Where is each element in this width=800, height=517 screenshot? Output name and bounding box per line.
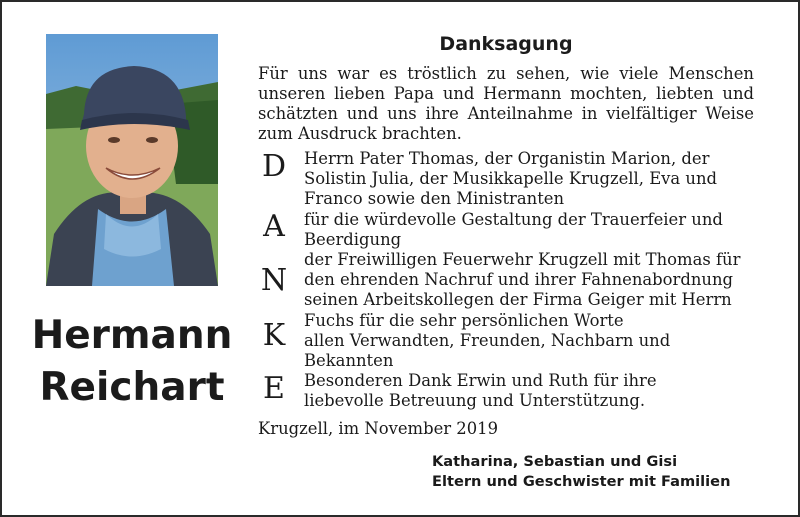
- danke-line: Beerdigung: [304, 229, 402, 249]
- portrait-photo: [46, 34, 218, 286]
- intro-text: Für uns war es tröstlich zu sehen, wie viele Menschen unseren lieben Papa und Hermann mochten, liebten und schätzten und uns ihre Anteilnahme in vielfältiger Weise zum Ausdruck brachten.: [258, 64, 754, 143]
- last-name: Reichart: [39, 365, 225, 410]
- signers-line-2: Eltern und Geschwister mit Familien: [432, 473, 731, 490]
- portrait-icon: [46, 34, 218, 286]
- signers-line-1: Katharina, Sebastian und Gisi: [432, 453, 678, 470]
- danke-letter-d: D: [261, 149, 287, 184]
- danke-line: Herrn Pater Thomas, der Organistin Marion, der: [304, 149, 710, 168]
- danke-line: den ehrenden Nachruf und ihrer Fahnenabordnung: [304, 270, 733, 290]
- danke-line: Besonderen Dank Erwin und Ruth für ihre: [304, 371, 657, 391]
- danke-letter-e: E: [263, 371, 285, 406]
- danke-line: Franco sowie den Ministranten: [304, 189, 565, 209]
- deceased-name: [24, 310, 240, 414]
- heading: Danksagung: [439, 33, 573, 55]
- signers: [432, 452, 762, 492]
- first-name: Hermann: [31, 313, 233, 358]
- danke-line: für die würdevolle Gestaltung der Trauerfeier und: [304, 209, 723, 229]
- place-date: Krugzell, im November 2019: [258, 419, 499, 438]
- danke-letter-k: K: [262, 318, 286, 353]
- danke-line: Fuchs für die sehr persönlichen Worte: [304, 310, 624, 330]
- danke-line: Bekannten: [304, 351, 394, 371]
- danke-letter-n: N: [260, 263, 288, 298]
- danke-line: der Freiwilligen Feuerwehr Krugzell mit Thomas für: [304, 250, 741, 270]
- danke-line: seinen Arbeitskollegen der Firma Geiger mit Herrn: [304, 290, 732, 310]
- danke-letter-a: A: [263, 209, 285, 244]
- danke-lines: [304, 149, 759, 412]
- danke-line: allen Verwandten, Freunden, Nachbarn und: [304, 330, 671, 350]
- danke-line: liebevolle Betreuung und Unterstützung.: [304, 391, 646, 411]
- danke-line: Solistin Julia, der Musikkapelle Krugzell, Eva und: [304, 169, 718, 189]
